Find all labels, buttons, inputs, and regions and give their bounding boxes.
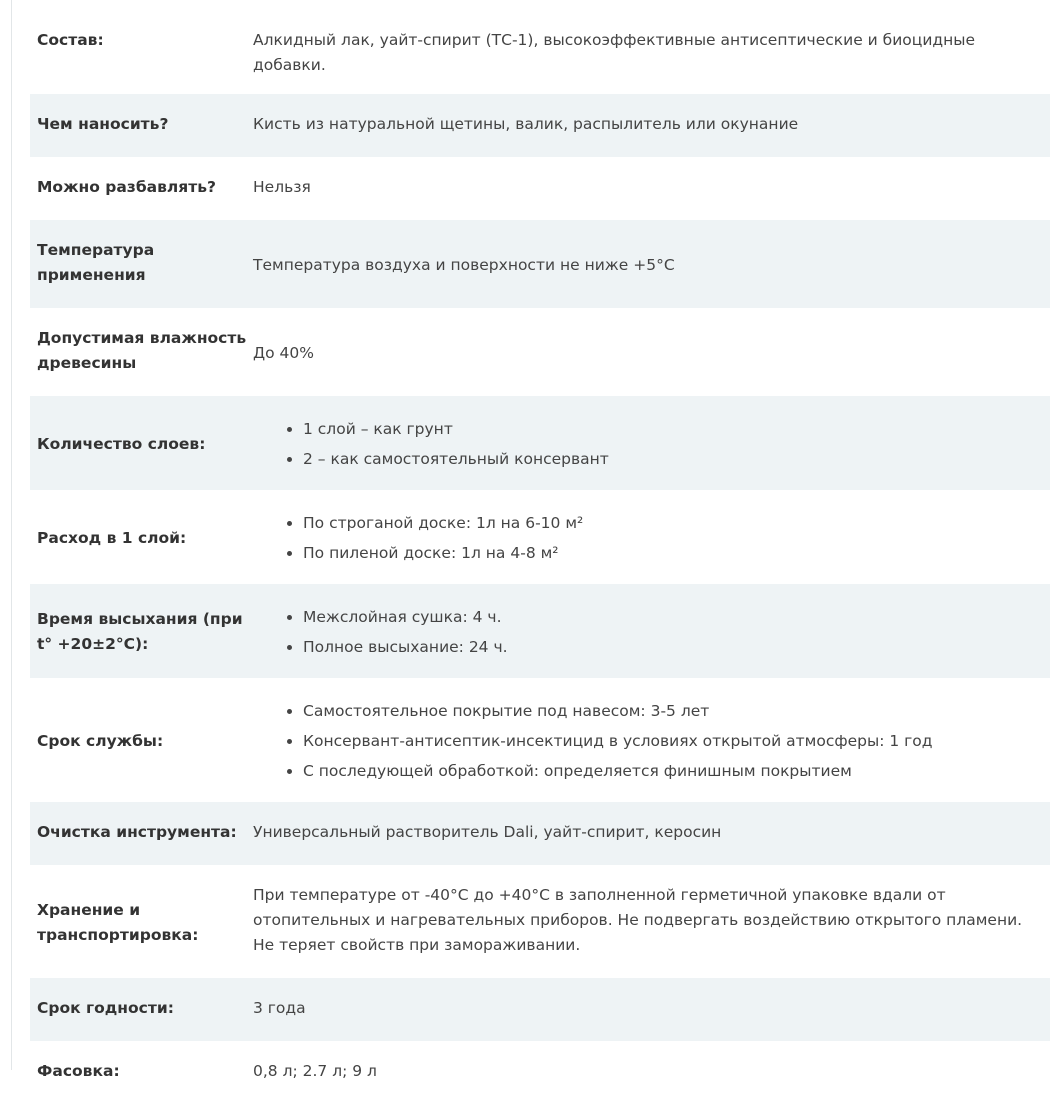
spec-row-cleaning bbox=[30, 802, 1050, 865]
spec-value: Нельзя bbox=[253, 178, 311, 196]
list-item: • По пиленой доске: 1л на 4-8 м² bbox=[303, 538, 1044, 568]
spec-value: До 40% bbox=[253, 343, 314, 362]
spec-value-list bbox=[253, 508, 1044, 568]
list-item: • С последующей обработкой: определяется финишным покрытием bbox=[303, 756, 1044, 786]
spec-value-list bbox=[253, 602, 1044, 662]
spec-label: Состав: bbox=[37, 31, 104, 49]
spec-label: Допустимая влажность древесины bbox=[37, 329, 247, 372]
list-item: • 1 слой – как грунт bbox=[303, 414, 1044, 444]
list-item: • Полное высыхание: 24 ч. bbox=[303, 632, 1044, 662]
spec-label: Расход в 1 слой: bbox=[37, 528, 187, 547]
spec-value: Кисть из натуральной щетины, валик, распылитель или окунание bbox=[253, 94, 1050, 157]
spec-value: Универсальный растворитель Dali, уайт-спирит, керосин bbox=[253, 802, 1050, 865]
product-spec-table bbox=[30, 10, 1050, 1104]
spec-row-dilution bbox=[30, 157, 1050, 220]
spec-label: Срок годности: bbox=[30, 978, 253, 1041]
spec-row-service-life bbox=[30, 678, 1050, 802]
spec-value-list bbox=[253, 696, 1044, 786]
spec-label: Фасовка: bbox=[37, 1062, 120, 1080]
spec-row-packaging bbox=[30, 1041, 1050, 1104]
list-item: • По строганой доске: 1л на 6-10 м² bbox=[303, 508, 1044, 538]
spec-value: Температура воздуха и поверхности не ниже +5°С bbox=[253, 220, 1050, 308]
list-item: • Консервант-антисептик-инсектицид в условиях открытой атмосферы: 1 год bbox=[303, 726, 1044, 756]
left-border-line bbox=[11, 0, 12, 1070]
list-item: • 2 – как самостоятельный консервант bbox=[303, 444, 1044, 474]
spec-label: Температура применения bbox=[30, 220, 253, 308]
spec-row-layers bbox=[30, 396, 1050, 490]
spec-row-consumption bbox=[30, 490, 1050, 584]
spec-value bbox=[253, 584, 1050, 678]
spec-label: Чем наносить? bbox=[30, 94, 253, 157]
spec-value: Алкидный лак, уайт-спирит (ТС-1), высокоэффективные антисептические и биоцидные добавки. bbox=[253, 31, 976, 74]
spec-value-list bbox=[253, 414, 1044, 474]
spec-label: Можно разбавлять? bbox=[37, 178, 216, 196]
list-item: • Межслойная сушка: 4 ч. bbox=[303, 602, 1044, 632]
spec-label: Очистка инструмента: bbox=[30, 802, 253, 865]
spec-row-temperature bbox=[30, 220, 1050, 308]
list-item: • Самостоятельное покрытие под навесом: 3-5 лет bbox=[303, 696, 1044, 726]
spec-label: Количество слоев: bbox=[30, 396, 253, 490]
spec-value: При температуре от -40°С до +40°С в заполненной герметичной упаковке вдали от отопительных и нагревательных приборов. Не подвергать воздействию открытого пламени. Не теряет свойств при замораживании. bbox=[253, 886, 1023, 954]
spec-label: Срок службы: bbox=[37, 731, 164, 750]
spec-row-drying bbox=[30, 584, 1050, 678]
spec-label: Хранение и транспортировка: bbox=[37, 900, 199, 944]
spec-value: 3 года bbox=[253, 978, 1050, 1041]
spec-row-shelf-life bbox=[30, 978, 1050, 1041]
spec-value bbox=[253, 396, 1050, 490]
spec-value bbox=[253, 678, 1050, 802]
spec-row-storage bbox=[30, 865, 1050, 978]
spec-value: 0,8 л; 2.7 л; 9 л bbox=[253, 1062, 377, 1080]
spec-label: Время высыхания (при t° +20±2°С): bbox=[30, 584, 253, 678]
spec-row-application bbox=[30, 94, 1050, 157]
spec-row-humidity bbox=[30, 308, 1050, 396]
spec-row-composition bbox=[30, 10, 1050, 94]
spec-value bbox=[253, 490, 1050, 584]
